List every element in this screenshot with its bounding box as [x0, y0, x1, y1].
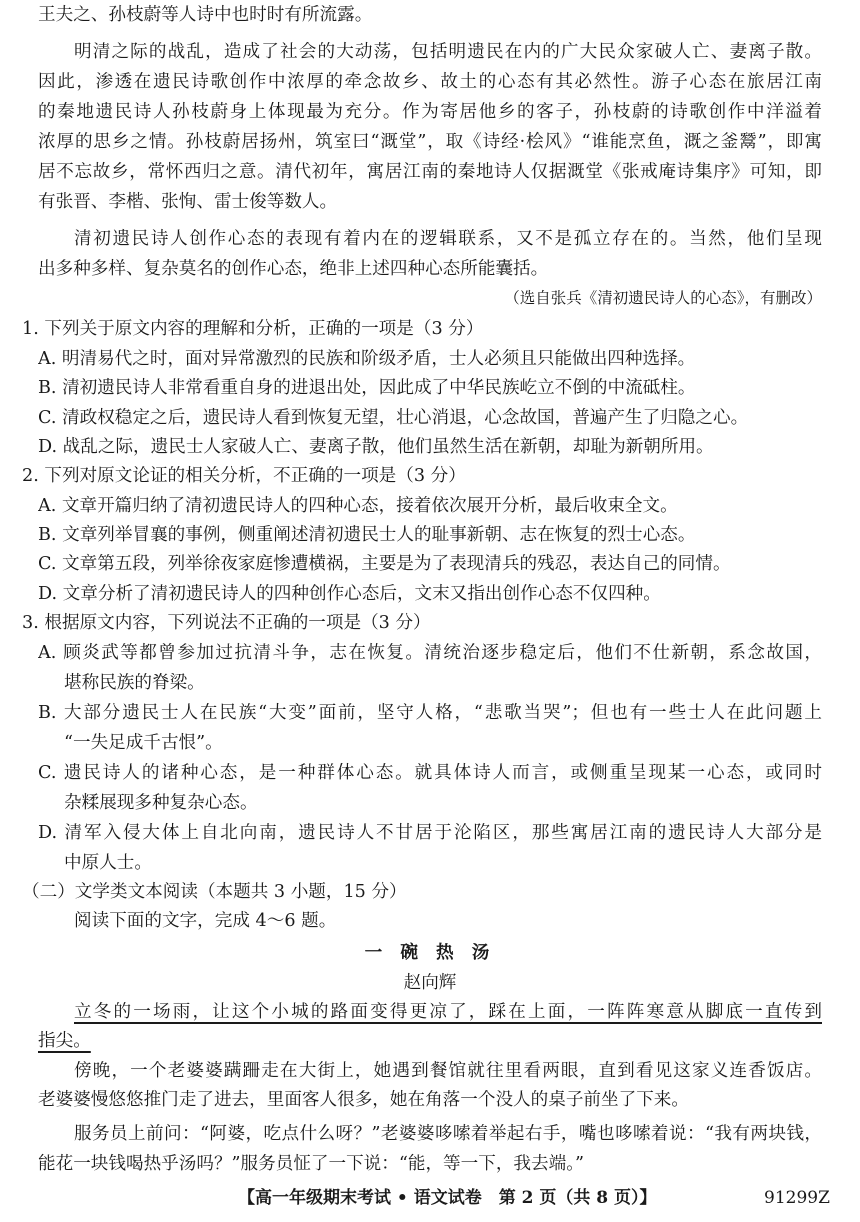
- paper-code: 91299Z: [764, 1188, 830, 1208]
- question-3-option-d-cont: 中原人士。: [64, 853, 152, 873]
- question-2-option-c: C. 文章第五段，列举徐夜家庭惨遭横祸，主要是为了表现清兵的残忍，表达自己的同情。: [38, 554, 731, 574]
- paragraph-line: 明清之际的战乱，造成了社会的大动荡，包括明遗民在内的广大民众家破人亡、妻离子散。: [74, 42, 822, 62]
- story-paragraph-line: 老婆婆慢悠悠推门走了进去，里面客人很多，她在角落一个没人的桌子前坐了下来。: [38, 1090, 689, 1110]
- paragraph-line: 因此，渗透在遗民诗歌创作中浓厚的牵念故乡、故土的心态有其必然性。游子心态在旅居江南: [38, 72, 822, 92]
- question-3-option-c-cont: 杂糅展现多种复杂心态。: [64, 793, 258, 813]
- paragraph-line: 清初遗民诗人创作心态的表现有着内在的逻辑联系，又不是孤立存在的。当然，他们呈现: [74, 229, 822, 249]
- story-author: 赵向辉: [403, 973, 457, 993]
- question-1-option-c: C. 清政权稳定之后，遗民诗人看到恢复无望，壮心消退，心念故国，普遍产生了归隐之心。: [38, 408, 749, 428]
- question-2-option-b: B. 文章列举冒襄的事例，侧重阐述清初遗民士人的耻事新朝、志在恢复的烈士心态。: [38, 525, 696, 545]
- question-2-option-d: D. 文章分析了清初遗民诗人的四种创作心态后，文末又指出创作心态不仅四种。: [38, 584, 661, 604]
- page-footer: 【高一年级期末考试 • 语文试卷 第 2 页（共 8 页）】: [238, 1188, 657, 1208]
- question-3-option-b-cont: “一失足成千古恨”。: [64, 733, 223, 753]
- question-2-stem: 2. 下列对原文论证的相关分析，不正确的一项是（3 分）: [22, 466, 466, 486]
- question-3-option-b: B. 大部分遗民士人在民族“大变”面前，坚守人格，“悲歌当哭”；但也有一些士人在此问题上: [38, 703, 822, 723]
- paragraph-line: 王夫之、孙枝蔚等人诗中也时时有所流露。: [38, 5, 373, 25]
- source-citation: （选自张兵《清初遗民诗人的心态》，有删改）: [504, 289, 822, 307]
- paragraph-line: 居不忘故乡，常怀西归之意。清代初年，寓居江南的秦地诗人仅据溉堂《张戒庵诗集序》可知，即: [38, 162, 822, 182]
- story-paragraph-line: 傍晚，一个老婆婆蹒跚走在大街上，她遇到餐馆就往里看两眼，直到看见这家义连香饭店。: [74, 1061, 822, 1081]
- story-title: 一 碗 热 汤: [364, 942, 496, 963]
- paragraph-line: 出多种多样、复杂莫名的创作心态，绝非上述四种心态所能囊括。: [38, 259, 549, 279]
- section-heading: （二）文学类文本阅读（本题共 3 小题，15 分）: [22, 882, 407, 902]
- question-2-option-a: A. 文章开篇归纳了清初遗民诗人的四种心态，接着依次展开分析，最后收束全文。: [38, 496, 678, 516]
- question-3-option-a: A. 顾炎武等都曾参加过抗清斗争，志在恢复。清统治逐步稳定后，他们不仕新朝，系念故国，: [38, 643, 822, 663]
- section-instruction: 阅读下面的文字，完成 4～6 题。: [74, 911, 337, 931]
- story-paragraph-line: 服务员上前问：“阿婆，吃点什么呀？”老婆婆哆嗦着举起右手，嘴也哆嗦着说：“我有两块钱，: [74, 1124, 822, 1144]
- question-3-stem: 3. 根据原文内容，下列说法不正确的一项是（3 分）: [22, 613, 431, 633]
- underlined-passage-cont: 指尖。: [38, 1031, 91, 1051]
- question-3-option-a-cont: 堪称民族的脊梁。: [64, 673, 205, 693]
- paragraph-line: 有张晋、李楷、张恂、雷士俊等数人。: [38, 192, 338, 212]
- paragraph-line: 浓厚的思乡之情。孙枝蔚居扬州，筑室曰“溉堂”，取《诗经·桧风》“谁能烹鱼，溉之釜鬵”，即寓: [38, 132, 822, 152]
- question-1-option-d: D. 战乱之际，遗民士人家破人亡、妻离子散，他们虽然生活在新朝，却耻为新朝所用。: [38, 437, 714, 457]
- question-1-stem: 1. 下列关于原文内容的理解和分析，正确的一项是（3 分）: [22, 319, 484, 339]
- question-3-option-d: D. 清军入侵大体上自北向南，遗民诗人不甘居于沦陷区，那些寓居江南的遗民诗人大部分是: [38, 823, 822, 843]
- question-1-option-b: B. 清初遗民诗人非常看重自身的进退出处，因此成了中华民族屹立不倒的中流砥柱。: [38, 378, 696, 398]
- question-3-option-c: C. 遗民诗人的诸种心态，是一种群体心态。就具体诗人而言，或侧重呈现某一心态，或同时: [38, 763, 822, 783]
- story-paragraph-line: 能花一块钱喝热乎汤吗？”服务员怔了一下说：“能，等一下，我去端。”: [38, 1154, 584, 1174]
- underlined-passage: 立冬的一场雨，让这个小城的路面变得更凉了，踩在上面，一阵阵寒意从脚底一直传到: [74, 1002, 822, 1022]
- paragraph-line: 的秦地遗民诗人孙枝蔚身上体现最为充分。作为寄居他乡的客子，孙枝蔚的诗歌创作中洋溢着: [38, 102, 822, 122]
- question-1-option-a: A. 明清易代之时，面对异常激烈的民族和阶级矛盾，士人必须且只能做出四种选择。: [38, 349, 696, 369]
